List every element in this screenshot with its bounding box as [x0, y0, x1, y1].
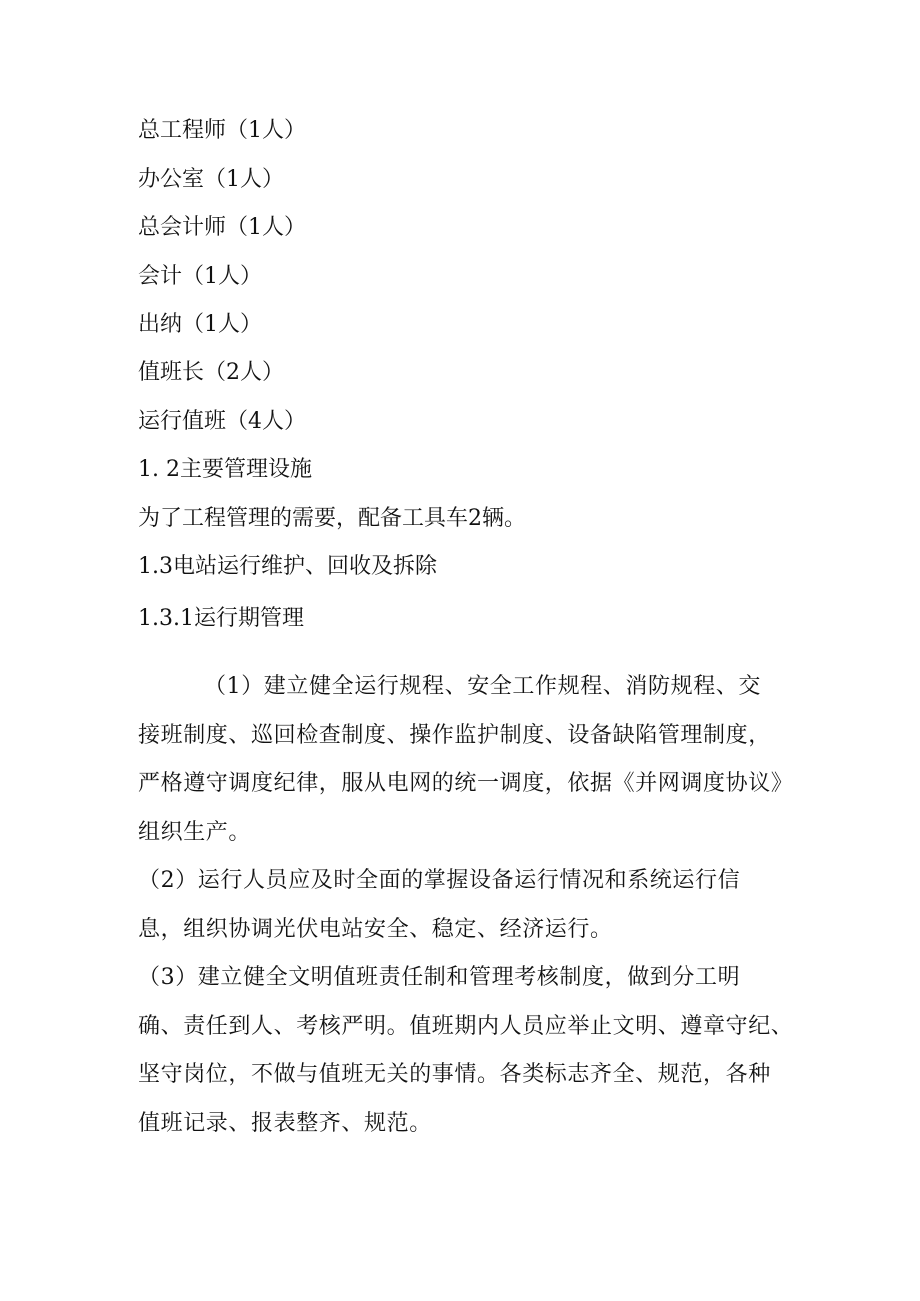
paragraph-2 — [138, 857, 798, 954]
paragraph-1-line-2: 接班制度、巡回检查制度、操作监护制度、设备缺陷管理制度， — [138, 722, 771, 748]
staff-item-shift-leader: 值班长（2人） — [138, 360, 284, 385]
section-1-3-heading: 1.3电站运行维护、回收及拆除 — [138, 554, 437, 579]
staff-item-office: 办公室（1人） — [138, 167, 284, 192]
paragraph-3-line-2: 确、责任到人、考核严明。值班期内人员应举止文明、遵章守纪、 — [138, 1013, 794, 1039]
paragraph-2-line-1: （2）运行人员应及时全面的掌握设备运行情况和系统运行信 — [138, 868, 741, 893]
paragraph-3-line-1: （3）建立健全文明值班责任制和管理考核制度，做到分工明 — [138, 965, 741, 990]
staff-item-chief-accountant: 总会计师（1人） — [138, 215, 306, 240]
paragraph-1 — [138, 663, 798, 857]
staff-item-accountant: 会计（1人） — [138, 264, 262, 289]
staff-item-chief-engineer: 总工程师（1人） — [138, 118, 306, 143]
paragraph-1-line-4: 组织生产。 — [138, 819, 252, 845]
paragraph-3-line-4: 值班记录、报表整齐、规范。 — [138, 1110, 432, 1136]
section-1-2-text: 为了工程管理的需要，配备工具车2辆。 — [138, 506, 526, 531]
section-1-3-1-heading: 1.3.1运行期管理 — [138, 606, 304, 631]
paragraph-1-line-3: 严格遵守调度纪律，服从电网的统一调度，依据《并网调度协议》 — [138, 771, 794, 796]
paragraph-2-line-2: 息，组织协调光伏电站安全、稳定、经济运行。 — [138, 916, 613, 942]
section-1-2-heading: 1. 2主要管理设施 — [138, 457, 312, 482]
paragraph-1-line-1: （1）建立健全运行规程、安全工作规程、消防规程、交 — [204, 674, 761, 699]
staff-item-operation-duty: 运行值班（4人） — [138, 409, 306, 434]
staff-item-cashier: 出纳（1人） — [138, 312, 262, 337]
paragraph-3-line-3: 坚守岗位，不做与值班无关的事情。各类标志齐全、规范，各种 — [138, 1062, 771, 1087]
paragraph-3 — [138, 954, 798, 1148]
